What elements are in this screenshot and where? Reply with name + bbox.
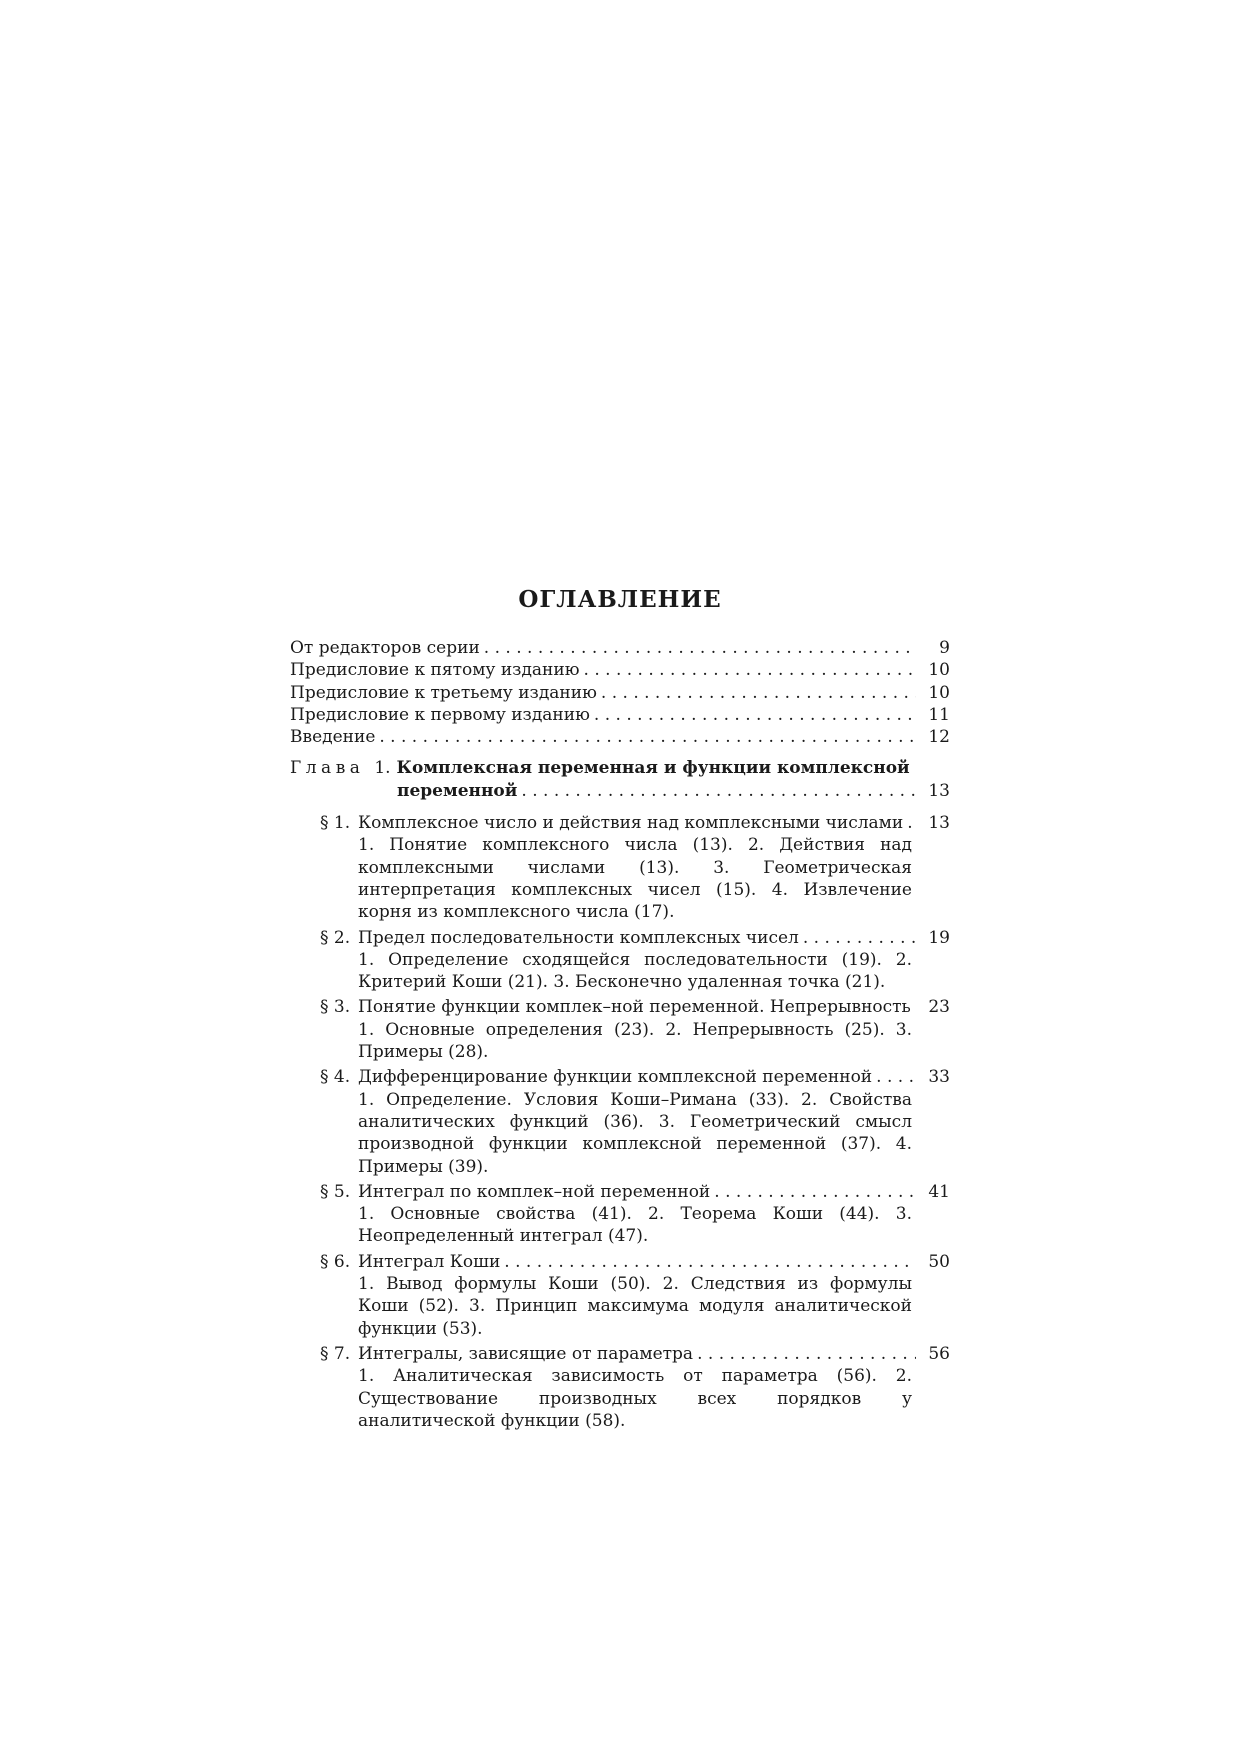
section-page: 56 <box>928 1343 950 1364</box>
section-title: Интегралы, зависящие от параметра <box>358 1343 694 1364</box>
toc-entry-page: 9 <box>939 638 950 658</box>
chapter-number: 1. <box>374 758 391 779</box>
dot-leader <box>594 704 916 726</box>
dot-leader <box>915 996 916 1018</box>
section-number: § 3. <box>320 997 351 1018</box>
section-subtopics: 1. Аналитическая зависимость от параметра (56). 2. Существование производных всех порядков у аналитической функции (58). <box>358 1366 912 1431</box>
section-entry <box>320 1181 950 1248</box>
toc-entry <box>290 704 950 726</box>
chapter-entry <box>290 757 950 1432</box>
page-title: ОГЛАВЛЕНИЕ <box>518 586 722 613</box>
section-number: § 5. <box>320 1181 351 1202</box>
section-number: § 2. <box>320 927 351 948</box>
section-number: § 4. <box>320 1067 351 1088</box>
section-number: § 7. <box>320 1343 351 1364</box>
toc-entry <box>290 726 950 748</box>
section-subtopics: 1. Определение. Условия Коши–Римана (33). 2. Свойства аналитических функций (36). 3. Геометрический смысл производной функции комплексной переменной (37). 4. Примеры (39). <box>358 1089 912 1177</box>
section-subtopics: 1. Основные свойства (41). 2. Теорема Коши (44). 3. Неопределенный интеграл (47). <box>358 1204 912 1247</box>
section-list <box>290 812 950 1432</box>
dot-leader <box>521 780 916 802</box>
chapter-title-wrap <box>397 757 950 779</box>
section-page: 23 <box>928 997 950 1018</box>
dot-leader <box>697 1343 916 1365</box>
section-entry <box>320 812 950 923</box>
section-number: § 6. <box>320 1251 351 1272</box>
section-entry <box>320 1251 950 1340</box>
toc-entry-page: 10 <box>928 660 950 681</box>
section-number: § 1. <box>320 813 351 834</box>
dot-leader <box>803 927 916 949</box>
section-title: Понятие функции комплек–ной переменной. Непрерывность <box>358 997 911 1018</box>
dot-leader <box>714 1181 916 1203</box>
section-title: Комплексное число и действия над комплексными числами <box>358 813 904 834</box>
toc-entry-page: 12 <box>928 727 950 748</box>
dot-leader <box>504 1251 916 1273</box>
toc-entry-page: 11 <box>928 704 950 725</box>
section-title: Интеграл Коши <box>358 1251 501 1272</box>
toc-entry-title: От редакторов серии <box>290 638 480 658</box>
chapter-page: 13 <box>928 780 950 801</box>
section-entry <box>320 1066 950 1177</box>
section-subtopics: 1. Определение сходящейся последовательности (19). 2. Критерий Коши (21). 3. Бесконечно удаленная точка (21). <box>358 949 912 993</box>
chapter-prefix-word: Глава <box>290 758 365 779</box>
chapter-title-second-line <box>397 780 950 802</box>
section-subtopics: 1. Основные определения (23). 2. Непрерывность (25). 3. Примеры (28). <box>358 1019 912 1063</box>
toc-list <box>290 637 950 1435</box>
dot-leader <box>584 659 916 681</box>
toc-entry-page: 10 <box>928 682 950 703</box>
toc-entry <box>290 659 950 681</box>
dot-leader <box>601 682 916 704</box>
toc-entry-title: Введение <box>290 727 376 748</box>
dot-leader <box>484 637 916 659</box>
dot-leader <box>907 812 916 834</box>
section-page: 19 <box>928 927 950 948</box>
section-title: Предел последовательности комплексных чисел <box>358 927 799 948</box>
toc-entry-title: Предисловие к первому изданию <box>290 704 590 725</box>
chapter-title-line1: Комплексная переменная и функции комплексной <box>396 758 910 779</box>
dot-leader <box>379 726 916 748</box>
section-entry <box>320 927 950 994</box>
section-title: Дифференцирование функции комплексной переменной <box>358 1067 873 1088</box>
toc-entry-title: Предисловие к пятому изданию <box>290 660 580 681</box>
toc-entry <box>290 637 950 659</box>
dot-leader <box>876 1066 916 1088</box>
toc-entry-title: Предисловие к третьему изданию <box>290 682 597 703</box>
section-page: 13 <box>928 813 950 834</box>
section-entry <box>320 1343 950 1432</box>
chapter-heading <box>290 757 950 779</box>
chapter-title-line2: переменной <box>397 780 518 801</box>
section-subtopics: 1. Понятие комплексного числа (13). 2. Действия над комплексными числами (13). 3. Геометрическая интерпретация комплексных чисел (15). 4. Извлечение корня из комплексного числа (17). <box>358 835 912 923</box>
section-page: 50 <box>928 1251 950 1272</box>
section-page: 41 <box>928 1181 950 1202</box>
section-title: Интеграл по комплек–ной переменной <box>358 1181 711 1202</box>
section-entry <box>320 996 950 1063</box>
section-page: 33 <box>928 1067 950 1088</box>
chapter-prefix <box>290 757 397 779</box>
section-subtopics: 1. Вывод формулы Коши (50). 2. Следствия из формулы Коши (52). 3. Принцип максимума модуля аналитической функции (53). <box>358 1274 912 1339</box>
toc-entry <box>290 682 950 704</box>
